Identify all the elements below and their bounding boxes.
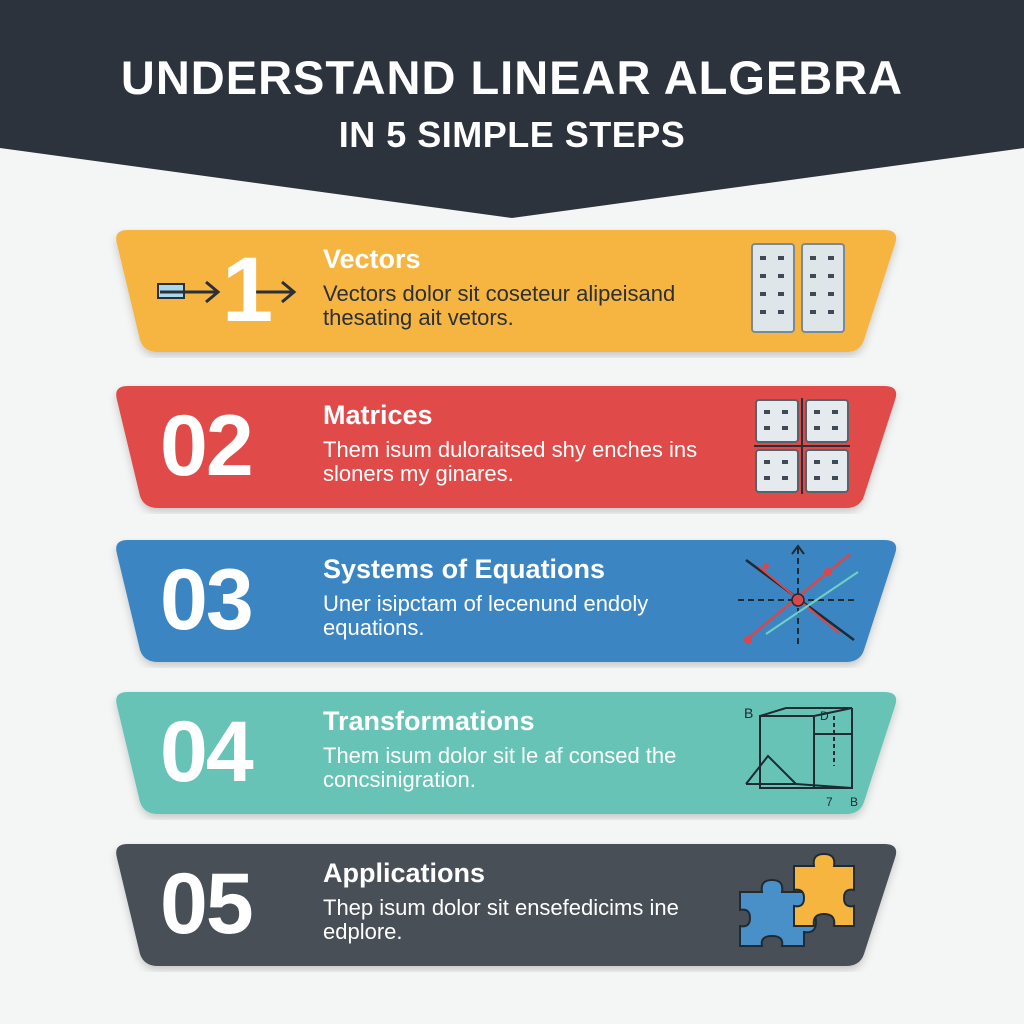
header-banner	[0, 0, 1024, 220]
step-description: Vectors dolor sit coseteur alipeisand thesating ait vetors.	[323, 281, 676, 330]
step-applications	[0, 842, 1024, 966]
step-number: 1	[222, 239, 272, 341]
step-systems-of-equations	[0, 538, 1024, 662]
icon-label-b2: B	[850, 795, 859, 809]
step-title: Transformations	[323, 706, 535, 736]
icon-label-b: B	[744, 706, 754, 721]
step-title: Vectors	[323, 244, 421, 274]
matrix-grid-icon	[754, 398, 854, 494]
step-title: Matrices	[323, 400, 433, 430]
step-description: Thep isum dolor sit ensefedicims ine edplore.	[323, 895, 679, 944]
step-number: 04	[160, 704, 252, 800]
page-subtitle: IN 5 SIMPLE STEPS	[338, 114, 686, 155]
step-number: 05	[160, 856, 252, 952]
step-transformations	[0, 690, 1024, 814]
step-description: Them isum duloraitsed shy enches ins sloners my ginares.	[323, 437, 698, 486]
step-description: Uner isipctam of lecenund endoly equations.	[323, 591, 649, 640]
step-title: Systems of Equations	[323, 554, 606, 584]
step-number: 03	[160, 552, 252, 648]
step-title: Applications	[323, 858, 486, 888]
icon-label-7: 7	[826, 795, 833, 809]
cube-transform-icon	[742, 706, 868, 810]
step-vectors	[0, 228, 1024, 352]
intersecting-lines-icon	[736, 544, 860, 652]
step-number: 02	[160, 398, 252, 494]
icon-label-d: D	[820, 709, 829, 723]
step-description: Them isum dolor sit le af consed the concsinigration.	[323, 743, 677, 792]
matrix-columns-icon	[750, 242, 850, 334]
step-matrices	[0, 384, 1024, 508]
page-title: UNDERSTAND LINEAR ALGEBRA	[120, 51, 904, 104]
puzzle-icon	[734, 852, 860, 948]
header-background	[0, 0, 1024, 220]
